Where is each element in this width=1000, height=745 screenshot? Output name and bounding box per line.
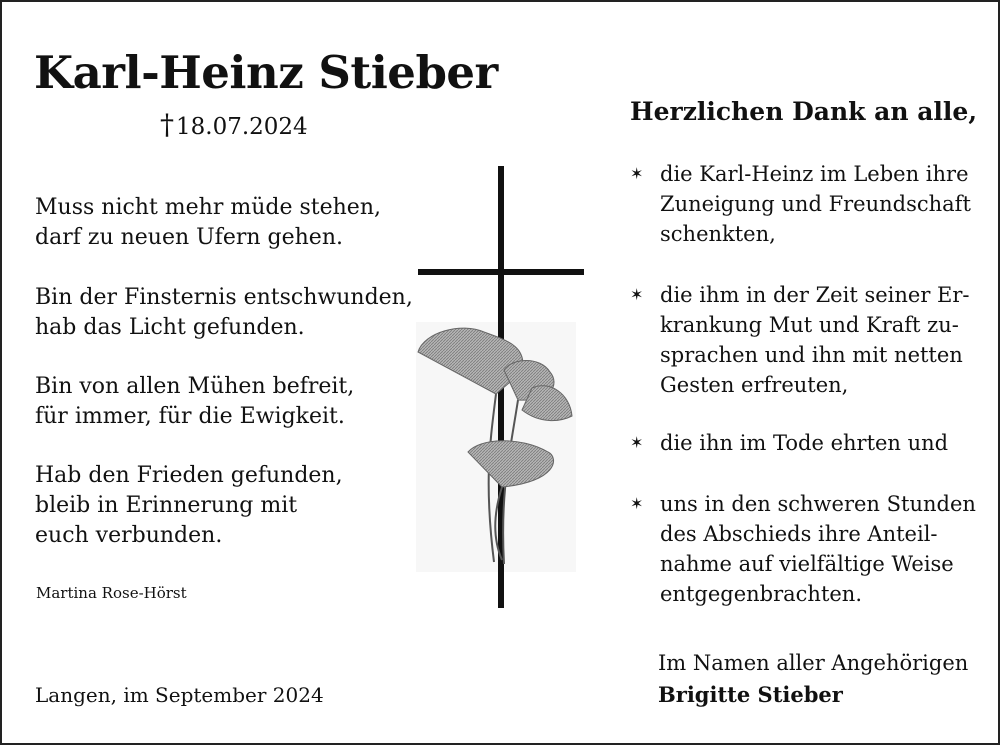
poem-line: bleib in Erinnerung mit [35, 493, 298, 518]
poem-author: Martina Rose-Hörst [36, 584, 187, 602]
star-bullet-icon: ✶ [630, 494, 644, 513]
deceased-name: Karl-Heinz Stieber [34, 46, 498, 99]
thanks-line: die ihm in der Zeit seiner Er- [660, 283, 970, 307]
death-date: 18.07.2024 [176, 114, 308, 140]
poem-stanza [35, 461, 343, 551]
thanks-line: uns in den schweren Stunden [660, 492, 976, 516]
signature-name: Brigitte Stieber [658, 682, 843, 707]
poem-line: Muss nicht mehr müde stehen, [35, 195, 381, 220]
poem-line: Hab den Frieden gefunden, [35, 463, 343, 488]
star-bullet-icon: ✶ [630, 164, 644, 183]
thanks-line: schenkten, [660, 222, 776, 246]
poem-line: Bin von allen Mühen befreit, [35, 374, 355, 399]
thanks-line: krankung Mut und Kraft zu- [660, 313, 959, 337]
thanks-title: Herzlichen Dank an alle, [630, 97, 978, 126]
signature-line: Im Namen aller Angehörigen [658, 651, 969, 675]
poem-line: hab das Licht gefunden. [35, 315, 305, 340]
poem-stanza [35, 193, 381, 253]
star-bullet-icon: ✶ [630, 433, 644, 452]
thanks-line: entgegenbrachten. [660, 582, 863, 606]
dagger-icon: † [160, 108, 174, 141]
poem-line: darf zu neuen Ufern gehen. [35, 225, 343, 250]
poem-stanza [35, 283, 413, 343]
cross-with-ginkgo-graphic [410, 162, 590, 612]
thanks-line: Zuneigung und Freundschaft [660, 192, 971, 216]
place-date: Langen, im September 2024 [35, 683, 324, 707]
thanks-line: die Karl-Heinz im Leben ihre [660, 162, 969, 186]
thanks-line: Gesten erfreuten, [660, 373, 849, 397]
poem-line: euch verbunden. [35, 523, 223, 548]
poem-line: für immer, für die Ewigkeit. [35, 404, 345, 429]
poem-line: Bin der Finsternis entschwunden, [35, 285, 413, 310]
death-date-line [160, 108, 308, 141]
thanks-line: des Abschieds ihre Anteil- [660, 522, 938, 546]
thanks-line: nahme auf vielfältige Weise [660, 552, 954, 576]
star-bullet-icon: ✶ [630, 285, 644, 304]
thanks-line: die ihn im Tode ehrten und [660, 431, 949, 455]
poem-stanza [35, 372, 354, 432]
thanks-line: sprachen und ihn mit netten [660, 343, 963, 367]
